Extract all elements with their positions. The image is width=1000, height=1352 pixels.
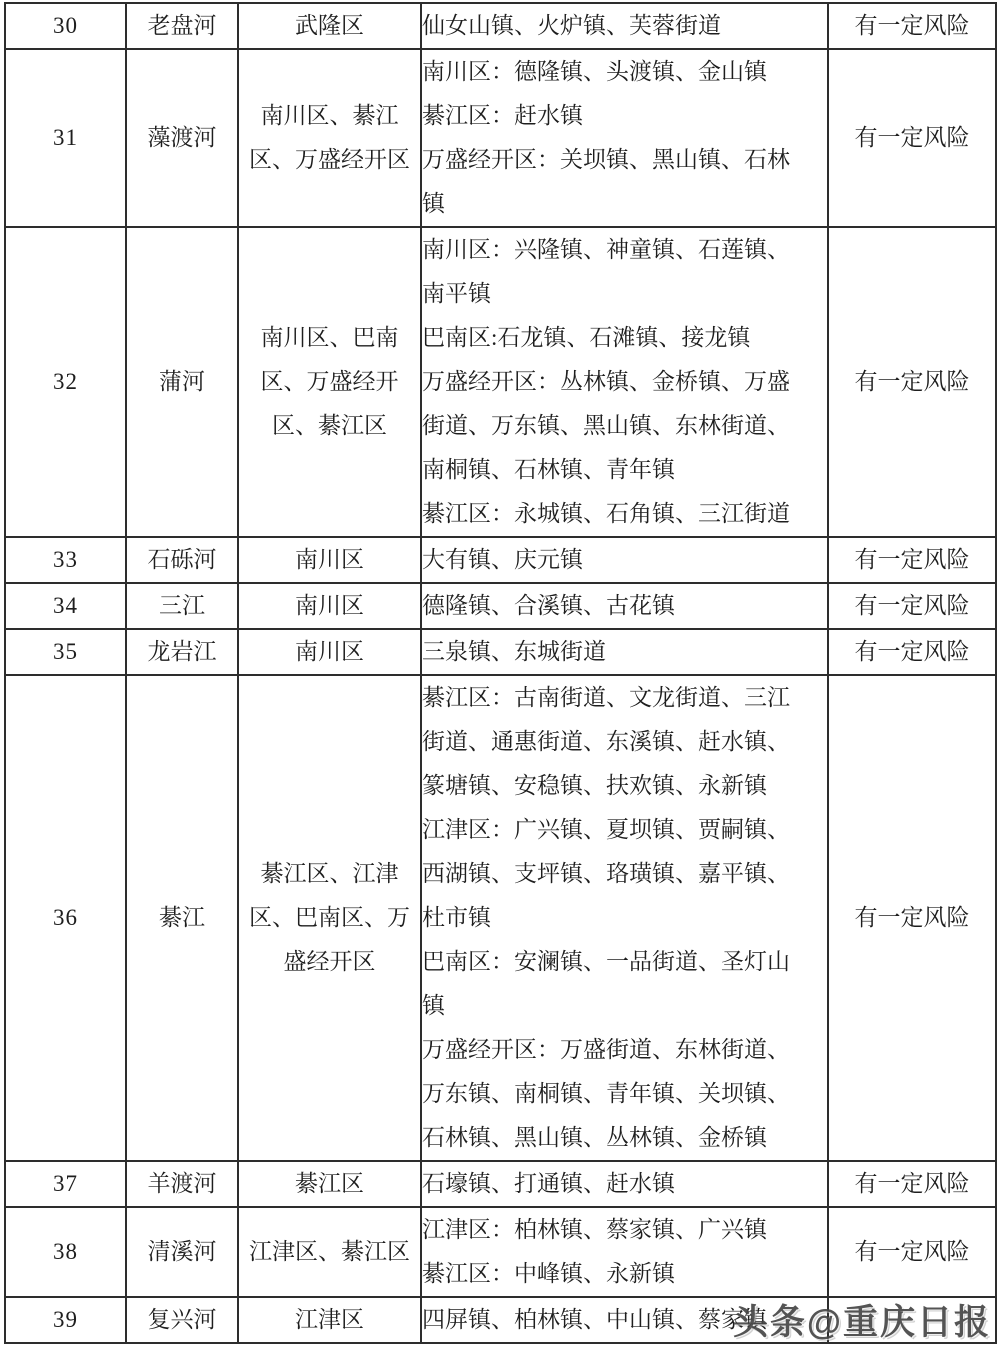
- text-line: 三江: [159, 593, 205, 618]
- row-number-cell: [5, 675, 126, 1161]
- risk-level-cell: [828, 1161, 996, 1207]
- row-number-cell: [5, 1161, 126, 1207]
- text-line: 复兴河: [147, 1307, 217, 1332]
- text-line: 四屏镇、柏林镇、中山镇、蔡家镇: [422, 1307, 767, 1332]
- text-line: 有一定风险: [854, 639, 970, 664]
- text-line: 37: [53, 1171, 78, 1196]
- text-line: 綦江: [159, 905, 205, 930]
- risk-level-cell: [828, 675, 996, 1161]
- row-number-cell: [5, 583, 126, 629]
- text-line: 有一定风险: [854, 125, 970, 150]
- text-line: 杜市镇: [422, 905, 491, 930]
- towns-cell: [421, 3, 828, 49]
- row-number-cell: [5, 1207, 126, 1297]
- row-number-cell: [5, 1297, 126, 1343]
- risk-level-cell: [828, 1207, 996, 1297]
- risk-level-cell: [828, 49, 996, 227]
- table-row: [5, 537, 996, 583]
- text-line: 南川区: [295, 593, 364, 618]
- text-line: 万盛经开区：丛林镇、金桥镇、万盛: [422, 369, 790, 394]
- text-line: 篆塘镇、安稳镇、扶欢镇、永新镇: [422, 773, 767, 798]
- table-row: [5, 49, 996, 227]
- publisher-watermark: 头条@重庆日报: [732, 1303, 991, 1342]
- text-line: 镇: [422, 993, 445, 1018]
- text-line: 江津区: [295, 1307, 364, 1332]
- text-line: 龙岩江: [147, 639, 217, 664]
- text-line: 街道、万东镇、黑山镇、东林街道、: [422, 413, 790, 438]
- text-line: 区、巴南区、万: [249, 905, 410, 930]
- district-cell: [238, 3, 421, 49]
- text-line: 南川区：德隆镇、头渡镇、金山镇: [422, 59, 767, 84]
- towns-cell: [421, 537, 828, 583]
- river-name-cell: [126, 227, 238, 537]
- text-line: 35: [53, 639, 78, 664]
- text-line: 南桐镇、石林镇、青年镇: [422, 457, 675, 482]
- row-number-cell: [5, 629, 126, 675]
- district-cell: [238, 675, 421, 1161]
- text-line: 有一定风险: [854, 13, 970, 38]
- text-line: 仙女山镇、火炉镇、芙蓉街道: [422, 13, 721, 38]
- text-line: 三泉镇、东城街道: [422, 639, 606, 664]
- text-line: 万盛经开区：关坝镇、黑山镇、石林: [422, 147, 790, 172]
- district-cell: [238, 537, 421, 583]
- district-cell: [238, 49, 421, 227]
- river-name-cell: [126, 629, 238, 675]
- text-line: 31: [53, 125, 78, 150]
- text-line: 南川区：兴隆镇、神童镇、石莲镇、: [422, 237, 790, 262]
- text-line: 清溪河: [147, 1239, 217, 1264]
- river-name-cell: [126, 675, 238, 1161]
- district-cell: [238, 1297, 421, 1343]
- table-row: [5, 583, 996, 629]
- text-line: 南川区、巴南: [260, 325, 399, 350]
- row-number-cell: [5, 3, 126, 49]
- towns-cell: [421, 1207, 828, 1297]
- text-line: 綦江区: [295, 1171, 364, 1196]
- text-line: 33: [53, 547, 78, 572]
- row-number-cell: [5, 227, 126, 537]
- table-row: [5, 3, 996, 49]
- text-line: 39: [53, 1307, 78, 1332]
- row-number-cell: [5, 537, 126, 583]
- text-line: 石壕镇、打通镇、赶水镇: [422, 1171, 675, 1196]
- text-line: 有一定风险: [854, 1171, 970, 1196]
- risk-level-cell: [828, 3, 996, 49]
- text-line: 石林镇、黑山镇、丛林镇、金桥镇: [422, 1125, 767, 1150]
- text-line: 綦江区：赶水镇: [422, 103, 583, 128]
- river-name-cell: [126, 1297, 238, 1343]
- text-line: 34: [53, 593, 78, 618]
- text-line: 南平镇: [422, 281, 491, 306]
- text-line: 武隆区: [295, 13, 364, 38]
- text-line: 有一定风险: [854, 593, 970, 618]
- text-line: 綦江区：中峰镇、永新镇: [422, 1261, 675, 1286]
- risk-level-cell: [828, 583, 996, 629]
- text-line: 区、万盛经开: [260, 369, 399, 394]
- river-risk-table: [4, 2, 997, 1344]
- text-line: 蒲河: [159, 369, 205, 394]
- text-line: 巴南区：安澜镇、一品街道、圣灯山: [422, 949, 790, 974]
- towns-cell: [421, 629, 828, 675]
- district-cell: [238, 1207, 421, 1297]
- towns-cell: [421, 227, 828, 537]
- river-name-cell: [126, 3, 238, 49]
- text-line: 有一定风险: [854, 905, 970, 930]
- table-row: [5, 1161, 996, 1207]
- river-name-cell: [126, 1161, 238, 1207]
- river-name-cell: [126, 1207, 238, 1297]
- text-line: 大有镇、庆元镇: [422, 547, 583, 572]
- table-row: [5, 629, 996, 675]
- district-cell: [238, 227, 421, 537]
- district-cell: [238, 1161, 421, 1207]
- text-line: 32: [53, 369, 78, 394]
- text-line: 羊渡河: [147, 1171, 217, 1196]
- text-line: 江津区：柏林镇、蔡家镇、广兴镇: [422, 1217, 767, 1242]
- text-line: 万东镇、南桐镇、青年镇、关坝镇、: [422, 1081, 790, 1106]
- text-line: 石砾河: [147, 547, 217, 572]
- district-cell: [238, 583, 421, 629]
- text-line: 有一定风险: [854, 547, 970, 572]
- table-row: [5, 675, 996, 1161]
- table-row: [5, 227, 996, 537]
- text-line: 有一定风险: [854, 1239, 970, 1264]
- table-row: [5, 1207, 996, 1297]
- text-line: 南川区: [295, 639, 364, 664]
- risk-level-cell: [828, 537, 996, 583]
- text-line: 有一定风险: [854, 369, 970, 394]
- text-line: 綦江区：古南街道、文龙街道、三江: [422, 685, 790, 710]
- text-line: 30: [53, 13, 78, 38]
- towns-cell: [421, 49, 828, 227]
- text-line: 老盘河: [147, 13, 217, 38]
- text-line: 綦江区：永城镇、石角镇、三江街道: [422, 501, 790, 526]
- text-line: 江津区：广兴镇、夏坝镇、贾嗣镇、: [422, 817, 790, 842]
- text-line: 36: [53, 905, 78, 930]
- river-name-cell: [126, 537, 238, 583]
- river-name-cell: [126, 583, 238, 629]
- text-line: 38: [53, 1239, 78, 1264]
- text-line: 南川区、綦江: [260, 103, 399, 128]
- risk-level-cell: [828, 227, 996, 537]
- text-line: 德隆镇、合溪镇、古花镇: [422, 593, 675, 618]
- towns-cell: [421, 675, 828, 1161]
- text-line: 镇: [422, 191, 445, 216]
- text-line: 盛经开区: [283, 949, 376, 974]
- text-line: 綦江区、江津: [260, 861, 399, 886]
- towns-cell: [421, 1161, 828, 1207]
- row-number-cell: [5, 49, 126, 227]
- text-line: 区、万盛经开区: [249, 147, 410, 172]
- text-line: 区、綦江区: [272, 413, 387, 438]
- towns-cell: [421, 583, 828, 629]
- text-line: 西湖镇、支坪镇、珞璜镇、嘉平镇、: [422, 861, 790, 886]
- text-line: 藻渡河: [147, 125, 217, 150]
- text-line: 南川区: [295, 547, 364, 572]
- district-cell: [238, 629, 421, 675]
- river-table-body: [5, 3, 996, 1343]
- river-name-cell: [126, 49, 238, 227]
- text-line: 街道、通惠街道、东溪镇、赶水镇、: [422, 729, 790, 754]
- risk-level-cell: [828, 629, 996, 675]
- text-line: 巴南区:石龙镇、石滩镇、接龙镇: [422, 325, 751, 350]
- text-line: 江津区、綦江区: [249, 1239, 410, 1264]
- text-line: 万盛经开区：万盛街道、东林街道、: [422, 1037, 790, 1062]
